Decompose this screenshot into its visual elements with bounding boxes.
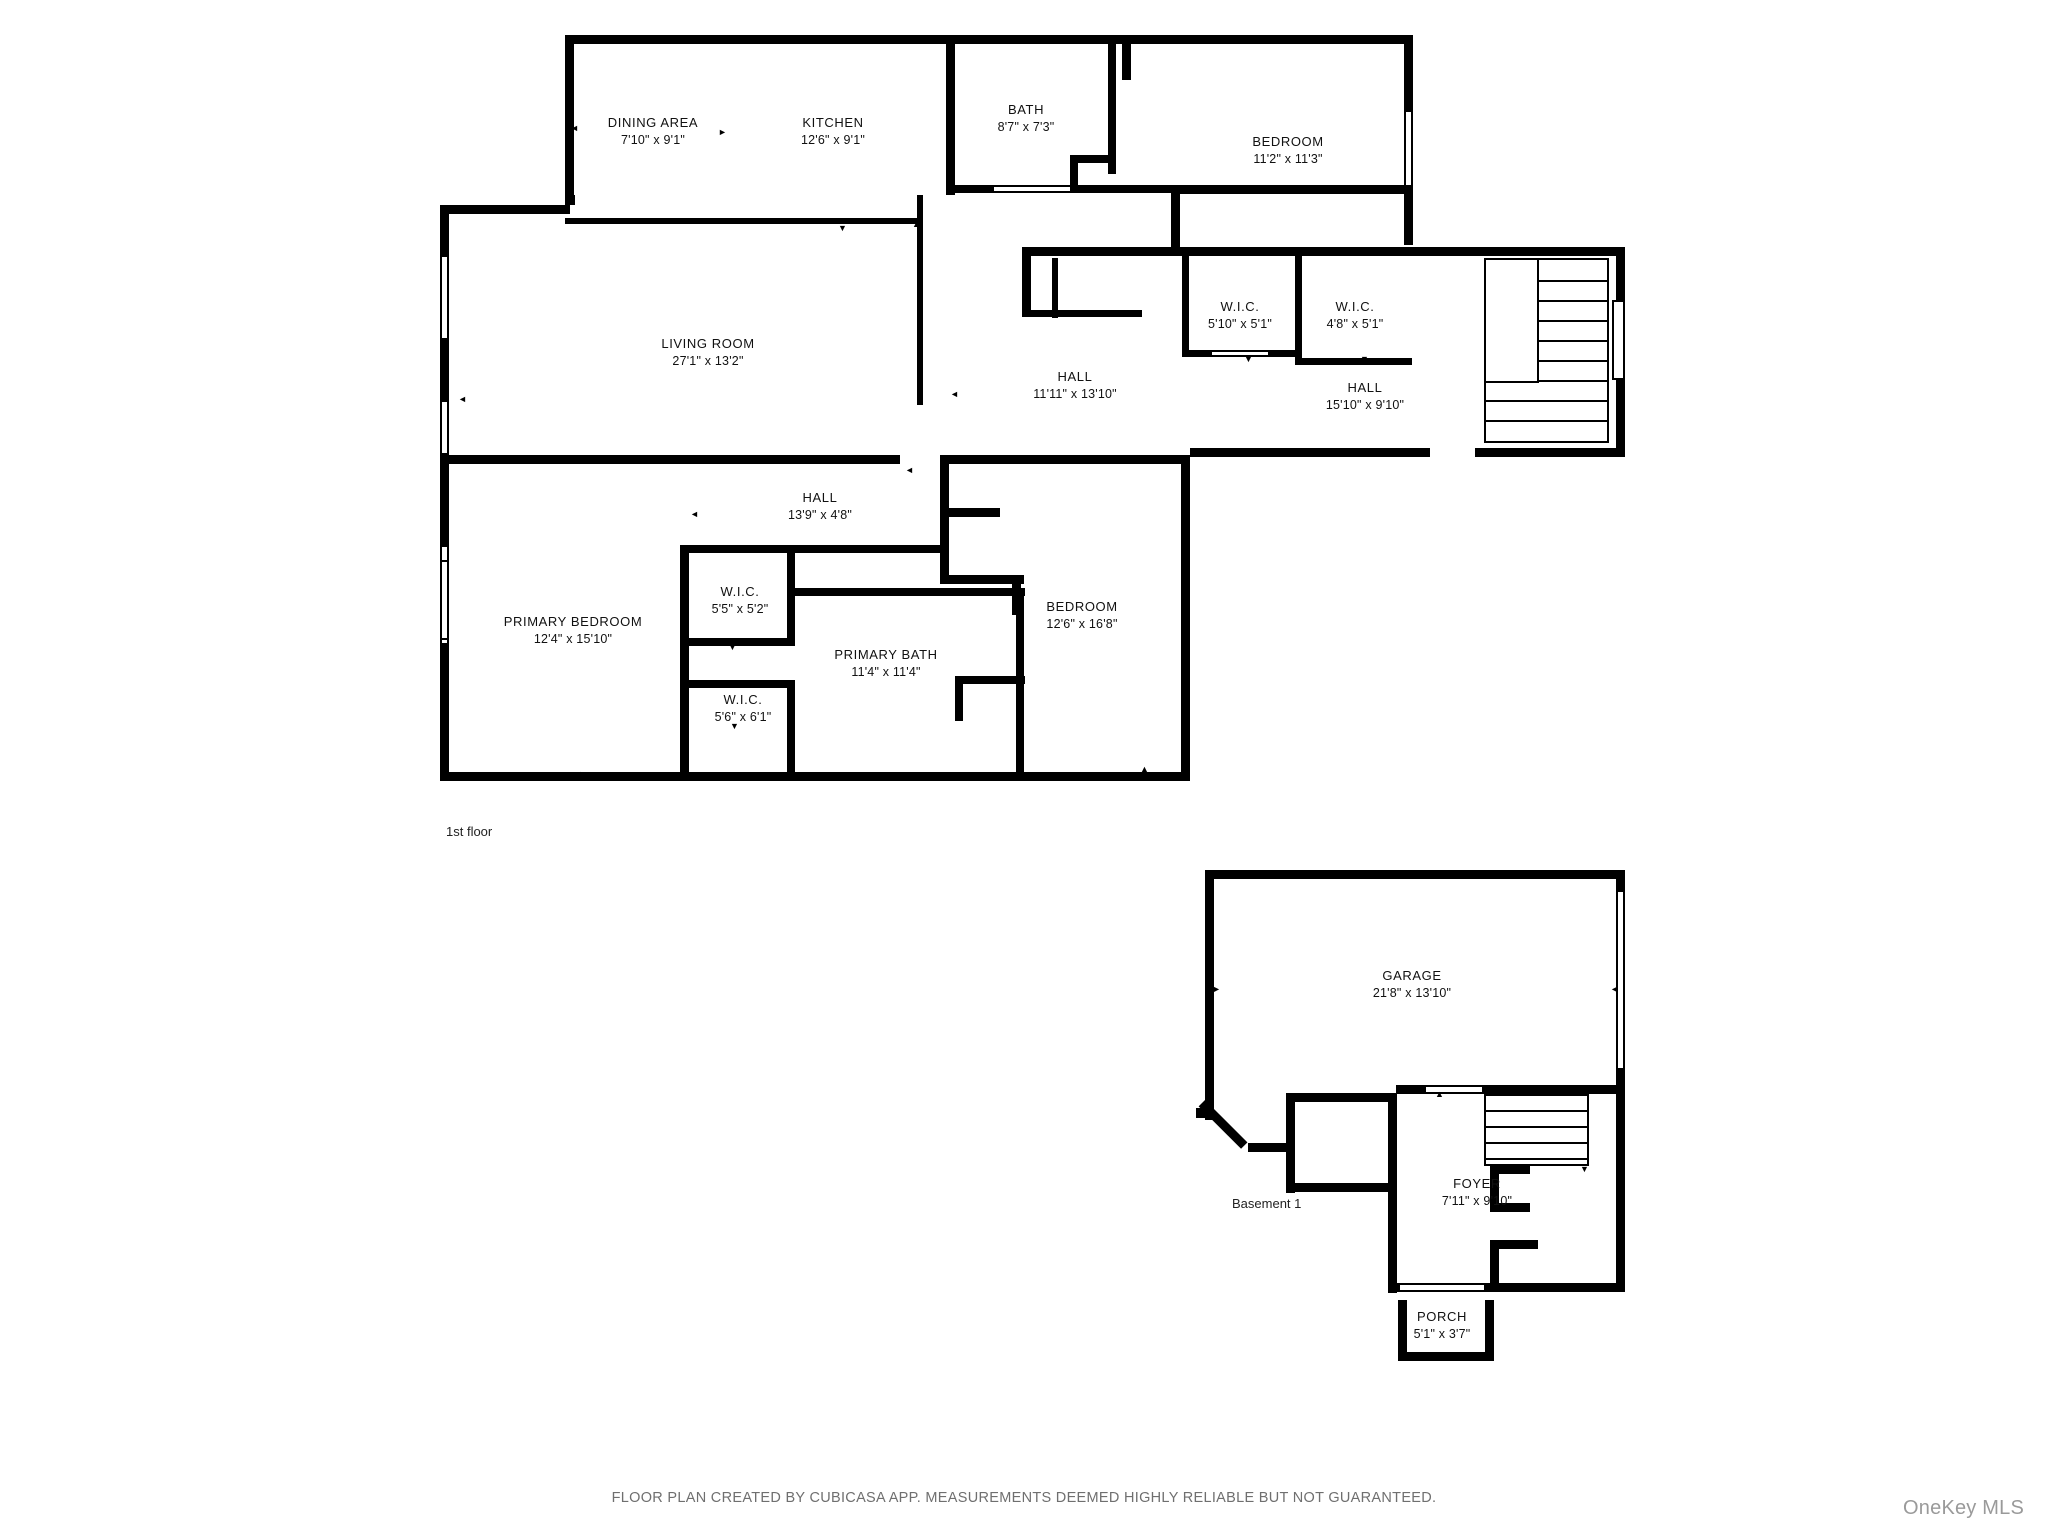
stair-landing: [1484, 258, 1539, 383]
wall: [1388, 1093, 1397, 1293]
wall: [680, 638, 795, 646]
wall: [1205, 870, 1214, 1120]
wall: [680, 545, 689, 775]
room-name: W.I.C.: [1335, 298, 1375, 314]
room-label: [1033, 368, 1117, 402]
wall: [1199, 1100, 1248, 1149]
wall: [955, 676, 963, 721]
wall: [565, 195, 575, 205]
stair-step: [1486, 1142, 1589, 1144]
wall: [1022, 247, 1031, 317]
room-name: GARAGE: [1382, 967, 1442, 983]
room-label: [834, 646, 937, 680]
door-swing-icon: ◄: [458, 394, 467, 404]
wall: [1302, 358, 1412, 365]
wall: [680, 680, 795, 688]
stair-direction-icon: ▼: [1580, 1164, 1589, 1174]
room-name: BATH: [1007, 101, 1045, 117]
room-name: W.I.C.: [723, 691, 763, 707]
room-label: [1373, 967, 1451, 1001]
wall: [565, 35, 574, 200]
door-swing-icon: ▼: [838, 223, 847, 233]
wall: [795, 588, 1025, 596]
room-label: [608, 114, 698, 148]
door-swing-icon: ▼: [1244, 354, 1253, 364]
room-dimensions: 5'5" x 5'2": [711, 601, 769, 616]
room-label: [661, 335, 754, 369]
room-dimensions: 11'4" x 11'4": [851, 664, 921, 679]
wall: [1286, 1093, 1295, 1193]
wall: [946, 35, 954, 195]
wall: [940, 508, 1000, 517]
door-swing-icon: ►: [1212, 984, 1221, 994]
room-label: [1326, 379, 1404, 413]
stair-step: [1486, 400, 1609, 402]
wall: [1070, 155, 1078, 185]
door-swing-icon: ◄: [690, 509, 699, 519]
room-label: [715, 691, 772, 725]
door-swing-icon: ◄: [570, 123, 579, 133]
stair-step: [1486, 1110, 1589, 1112]
room-label: [504, 613, 643, 647]
wall: [787, 680, 795, 775]
stair-step: [1486, 420, 1609, 422]
room-dimensions: 27'1" x 13'2": [672, 353, 744, 368]
wall: [940, 455, 949, 515]
window: [440, 400, 449, 455]
wall: [680, 545, 795, 553]
door-swing-icon: ▼: [728, 642, 737, 652]
wall: [1398, 1352, 1494, 1361]
room-dimensions: 7'10" x 9'1": [620, 132, 685, 147]
room-dimensions: 15'10" x 9'10": [1325, 397, 1405, 412]
room-dimensions: 12'6" x 9'1": [800, 132, 866, 147]
window: [1404, 110, 1413, 195]
wall: [1404, 247, 1624, 256]
room-label: [1442, 1175, 1512, 1209]
room-name: W.I.C.: [1220, 298, 1260, 314]
wall: [795, 545, 945, 553]
room-name: BEDROOM: [1252, 133, 1324, 149]
room-name: KITCHEN: [802, 114, 864, 130]
door-swing-icon: ▼: [1360, 354, 1369, 364]
room-label: [998, 101, 1055, 135]
wall: [1052, 258, 1058, 318]
room-label: [1208, 298, 1272, 332]
door: [1210, 350, 1270, 357]
wall: [1171, 185, 1411, 194]
door-swing-icon: ◄: [905, 465, 914, 475]
wall: [1485, 1300, 1494, 1360]
room-name: W.I.C.: [720, 583, 760, 599]
room-name: PORCH: [1417, 1308, 1467, 1324]
window: [1612, 300, 1625, 380]
stair-step: [1486, 1158, 1589, 1160]
wall: [787, 545, 795, 645]
door-swing-icon: ▲: [1140, 764, 1149, 774]
wall: [1012, 575, 1024, 584]
room-dimensions: 5'6" x 6'1": [714, 709, 772, 724]
door: [1398, 1283, 1486, 1292]
room-dimensions: 13'9" x 4'8": [787, 507, 853, 522]
room-dimensions: 11'11" x 13'10": [1033, 386, 1117, 401]
door-swing-icon: ◄: [1610, 984, 1619, 994]
wall: [440, 455, 900, 464]
wall: [565, 218, 920, 224]
wall: [1205, 870, 1625, 879]
room-dimensions: 5'1" x 3'7": [1413, 1326, 1471, 1341]
window: [440, 255, 449, 340]
staircase: [1484, 1094, 1589, 1166]
floor-caption-first: 1st floor: [446, 824, 493, 839]
wall: [1286, 1093, 1396, 1102]
wall: [1286, 1183, 1396, 1192]
door: [1424, 1085, 1484, 1094]
floor-caption-basement: Basement 1: [1232, 1196, 1302, 1211]
room-dimensions: 11'2" x 11'3": [1253, 151, 1323, 166]
room-dimensions: 7'11" x 9'10": [1441, 1193, 1513, 1208]
wall: [1616, 1085, 1625, 1290]
door-swing-icon: ►: [718, 127, 727, 137]
room-label: [712, 583, 769, 617]
stair-step: [1486, 1126, 1589, 1128]
room-name: PRIMARY BEDROOM: [503, 613, 643, 629]
room-dimensions: 12'6" x 16'8": [1046, 616, 1118, 631]
room-dimensions: 12'4" x 15'10": [533, 631, 613, 646]
door-swing-icon: ◄: [950, 389, 959, 399]
room-dimensions: 8'7" x 7'3": [997, 119, 1055, 134]
wall: [1490, 1165, 1530, 1174]
wall: [1475, 448, 1625, 457]
wall: [1181, 455, 1190, 781]
door-swing-icon: ▲: [576, 769, 585, 779]
wall: [1182, 247, 1189, 357]
wall: [1190, 448, 1430, 457]
room-label: [1327, 298, 1384, 332]
door-swing-icon: ▼: [730, 721, 739, 731]
door-swing-icon: ▲: [1435, 1089, 1444, 1099]
room-name: LIVING ROOM: [661, 335, 755, 351]
watermark-onekey-mls: OneKey MLS: [1903, 1497, 2024, 1519]
wall: [1248, 1143, 1288, 1152]
room-name: HALL: [1347, 379, 1383, 395]
wall: [1022, 247, 1412, 256]
window: [440, 560, 449, 640]
room-name: BEDROOM: [1046, 598, 1118, 614]
wall: [955, 676, 1025, 684]
wall: [946, 35, 1131, 44]
room-label: [1252, 133, 1323, 167]
garage-door: [1616, 890, 1625, 1070]
wall: [1490, 1240, 1538, 1249]
wall: [1398, 1300, 1407, 1360]
door: [992, 185, 1072, 193]
room-name: FOYER: [1453, 1175, 1501, 1191]
room-dimensions: 21'8" x 13'10": [1372, 985, 1452, 1000]
wall: [1022, 310, 1142, 317]
wall: [940, 575, 1020, 584]
room-label: [1046, 598, 1117, 632]
wall: [440, 769, 1190, 781]
room-name: HALL: [802, 489, 838, 505]
room-name: HALL: [1057, 368, 1093, 384]
room-label: [801, 114, 865, 148]
wall: [1295, 255, 1302, 365]
wall: [940, 455, 1190, 464]
room-name: DINING AREA: [607, 114, 699, 130]
room-label: [788, 489, 852, 523]
footer-disclaimer: FLOOR PLAN CREATED BY CUBICASA APP. MEASUREMENTS DEEMED HIGHLY RELIABLE BUT NOT GUARANTEED.: [611, 1490, 1437, 1506]
room-label: [1414, 1308, 1471, 1342]
wall: [1122, 35, 1412, 44]
room-dimensions: 4'8" x 5'1": [1326, 316, 1384, 331]
room-name: PRIMARY BATH: [834, 646, 938, 662]
wall: [565, 35, 955, 44]
room-dimensions: 5'10" x 5'1": [1207, 316, 1273, 331]
door-swing-icon: ▲: [912, 219, 921, 229]
wall: [1171, 185, 1180, 255]
wall: [440, 205, 570, 214]
